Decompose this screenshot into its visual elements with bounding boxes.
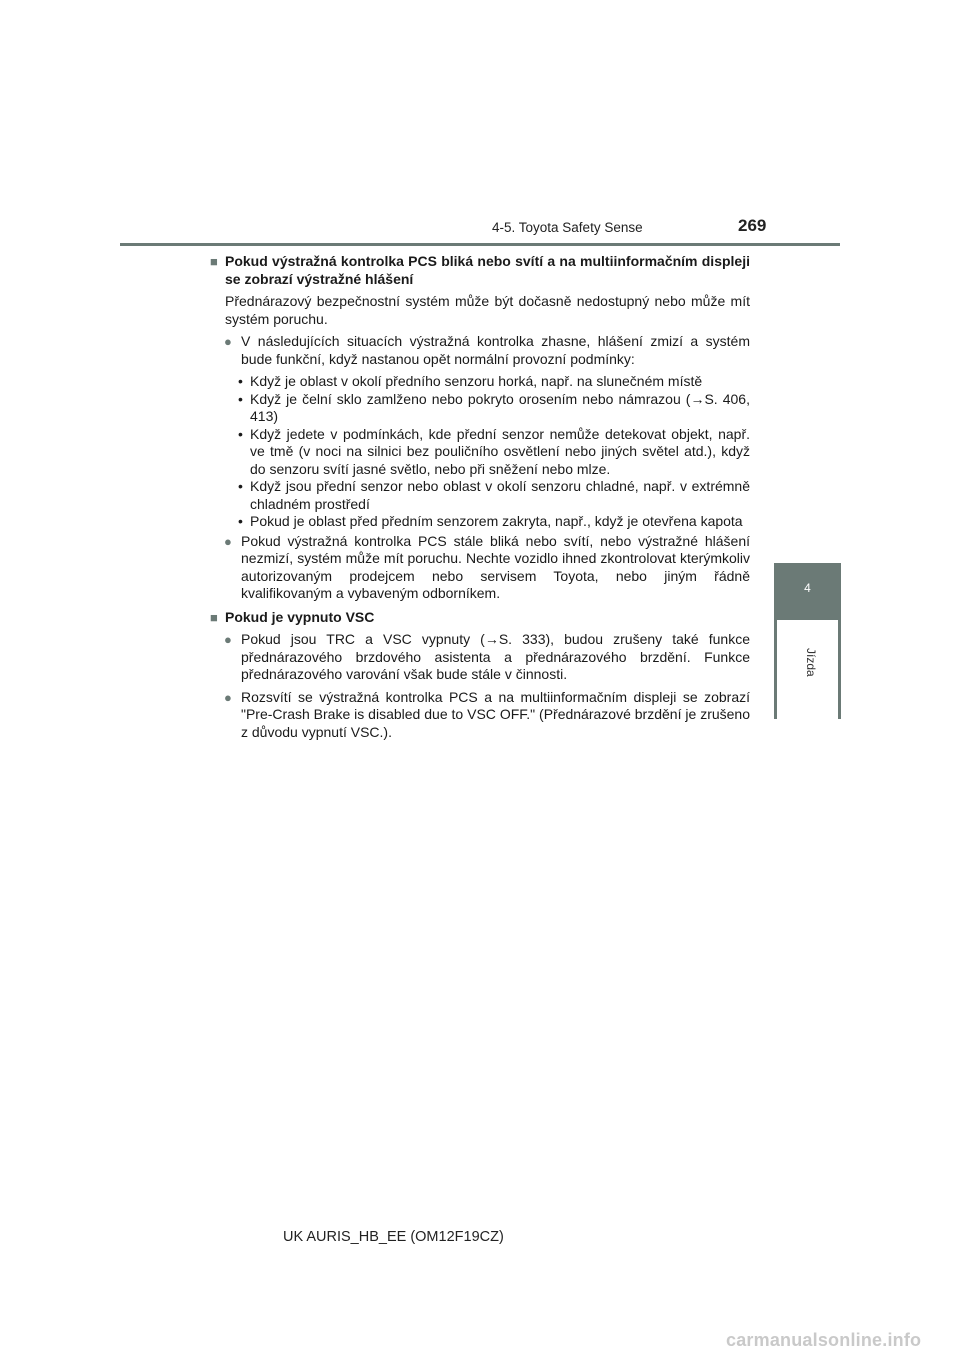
sub-item (210, 373, 750, 391)
sub-marker-icon: • (238, 390, 243, 407)
sub-item-text: Pokud je oblast před předním senzorem zakryta, např., když je otevřena kapota (250, 513, 743, 529)
bullet-marker-icon: ● (224, 533, 232, 549)
sub-item (210, 391, 750, 426)
sub-item (210, 426, 750, 479)
sub-item-text: Když je oblast v okolí předního senzoru horká, např. na slunečném místě (250, 373, 703, 389)
bullet-marker-icon: ● (224, 632, 232, 647)
chapter-tab-number: 4 (804, 581, 811, 595)
bullet-item (210, 689, 750, 742)
sub-item (210, 478, 750, 513)
bullet-item (210, 533, 750, 603)
page-number: 269 (738, 216, 767, 235)
header-title: 4-5. Toyota Safety Sense (492, 220, 643, 235)
section-title: Pokud výstražná kontrolka PCS bliká nebo svítí a na multiinformačním displeji se zobrazí výstražné hlášení (225, 253, 750, 287)
sub-marker-icon: • (238, 513, 243, 529)
bullet-text: V následujících situacích výstražná kontrolka zhasne, hlášení zmizí a systém bude funkční, když nastanou opět normální provozní podmínky: (241, 333, 750, 367)
bullet-text: Pokud výstražná kontrolka PCS stále bliká nebo svítí, nebo výstražné hlášení nezmizí, systém může mít poruchu. Nechte vozidlo ihned zkontrolovat kterýmkoliv autorizovaným prodejcem nebo servisem Toyota, nebo jiným řádně kvalifikovaným a vybaveným odborníkem. (241, 532, 750, 601)
sub-item (210, 513, 750, 531)
section-intro: Přednárazový bezpečnostní systém může být dočasně nedostupný nebo může mít systém poruchu. (225, 293, 750, 327)
bullet-item (210, 333, 750, 368)
sub-marker-icon: • (238, 425, 243, 442)
section-vsc-off (210, 609, 750, 627)
sub-marker-icon: • (238, 373, 243, 389)
section-marker-icon: ■ (210, 254, 218, 269)
sub-list (210, 373, 750, 531)
sub-marker-icon: • (238, 478, 243, 494)
section-marker-icon: ■ (210, 609, 218, 625)
sub-item-text: Když jedete v podmínkách, kde přední senzor nemůže detekovat objekt, např. ve tmě (v noci na silnici bez pouličního osvětlení nebo jiných světel atd.), když do senzoru svítí jasné světlo, nebo při sněžení nebo mlze. (250, 425, 750, 477)
header-rule (120, 243, 840, 246)
section-title: Pokud je vypnuto VSC (225, 608, 375, 625)
page-content (210, 253, 750, 741)
sub-item-text: Když jsou přední senzor nebo oblast v okolí senzoru chladné, např. v extrémně chladném prostředí (250, 478, 750, 512)
chapter-tab (774, 563, 841, 620)
bullet-marker-icon: ● (224, 689, 232, 705)
bullet-text: Pokud jsou TRC a VSC vypnuty (→S. 333), budou zrušeny také funkce přednárazového brzdového asistenta a přednárazového brzdění. Funkce přednárazového varování však bude stále v činnosti. (241, 631, 750, 682)
watermark: carmanualsonline.info (726, 1330, 922, 1350)
sub-item-text: Když je čelní sklo zamlženo nebo pokryto orosením nebo námrazou (→S. 406, 413) (250, 390, 750, 424)
section-pcs-warning (210, 253, 750, 288)
bullet-marker-icon: ● (224, 334, 232, 349)
bullet-item (210, 631, 750, 684)
chapter-tab-label: Jízda (804, 648, 818, 677)
footer-code: UK AURIS_HB_EE (OM12F19CZ) (283, 1229, 504, 1245)
bullet-text: Rozsvítí se výstražná kontrolka PCS a na multiinformačním displeji se zobrazí "Pre-Crash Brake is disabled due to VSC OFF." (Přednárazové brzdění je zrušeno z důvodu vypnutí VSC.). (241, 688, 750, 740)
